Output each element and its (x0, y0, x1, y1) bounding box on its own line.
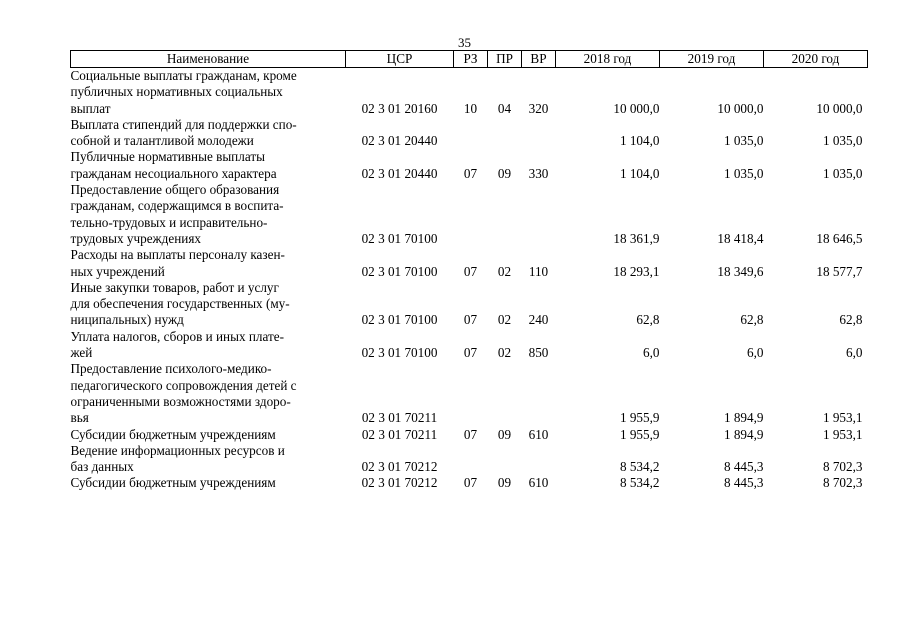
row-rz (454, 117, 488, 150)
row-csr: 02 3 01 70100 (361, 345, 438, 361)
row-vr: 850 (528, 345, 549, 361)
table-row (71, 247, 868, 280)
row-csr: 02 3 01 70100 (361, 263, 438, 279)
row-name: Ведение информационных ресурсов и баз данных (70, 442, 285, 475)
row-csr: 02 3 01 20440 (361, 133, 438, 149)
row-rz: 07 (463, 345, 478, 361)
row-pr: 09 (497, 475, 512, 491)
row-pr (488, 361, 522, 426)
row-2018: 18 361,9 (613, 230, 660, 246)
header-2019: 2019 год (660, 51, 764, 68)
row-2018: 18 293,1 (613, 263, 660, 279)
table-row (71, 361, 868, 426)
row-2019: 18 418,4 (717, 230, 764, 246)
table-row (71, 68, 868, 117)
row-vr: 610 (528, 426, 549, 442)
row-csr: 02 3 01 20440 (361, 165, 438, 181)
table-row (71, 182, 868, 247)
row-pr (488, 117, 522, 150)
row-rz (454, 361, 488, 426)
page-number: 35 (458, 35, 471, 50)
row-vr: 240 (528, 312, 549, 328)
budget-table (70, 50, 868, 492)
row-rz: 07 (463, 263, 478, 279)
table-row (71, 117, 868, 150)
row-vr (522, 117, 556, 150)
row-pr: 02 (497, 345, 512, 361)
row-2018: 6,0 (643, 345, 660, 361)
table-row (71, 475, 868, 491)
row-2019: 10 000,0 (717, 100, 764, 116)
row-rz (454, 182, 488, 247)
row-csr: 02 3 01 70100 (361, 312, 438, 328)
row-2019: 8 445,3 (723, 475, 764, 491)
row-rz (454, 443, 488, 476)
row-rz: 07 (463, 426, 478, 442)
row-2018: 62,8 (636, 312, 660, 328)
row-pr: 09 (497, 165, 512, 181)
row-vr (522, 182, 556, 247)
row-pr (488, 443, 522, 476)
header-name: Наименование (71, 51, 346, 68)
row-name: Иные закупки товаров, работ и услуг для обеспечения государственных (му- ниципальных) нужд (70, 279, 290, 328)
row-2019: 8 445,3 (723, 459, 764, 475)
row-2019: 1 894,9 (723, 426, 764, 442)
row-2019: 18 349,6 (717, 263, 764, 279)
header-rz: РЗ (454, 51, 488, 68)
row-2020: 10 000,0 (816, 100, 863, 116)
row-2018: 1 104,0 (619, 165, 660, 181)
row-pr: 02 (497, 263, 512, 279)
row-csr: 02 3 01 70211 (361, 410, 438, 426)
row-2019: 1 035,0 (723, 165, 764, 181)
row-2018: 1 955,9 (619, 426, 660, 442)
row-name: Выплата стипендий для поддержки спо- собной и талантливой молодежи (70, 116, 297, 149)
row-csr: 02 3 01 70212 (361, 459, 438, 475)
row-2019: 6,0 (747, 345, 764, 361)
header-2020: 2020 год (764, 51, 868, 68)
row-2018: 8 534,2 (619, 475, 660, 491)
row-vr: 320 (528, 100, 549, 116)
row-csr: 02 3 01 70100 (361, 230, 438, 246)
row-name: Расходы на выплаты персоналу казен- ных учреждений (70, 247, 285, 279)
row-vr: 330 (528, 165, 549, 181)
header-csr: ЦСР (346, 51, 454, 68)
row-2019: 1 035,0 (723, 133, 764, 149)
row-vr: 610 (528, 475, 549, 491)
row-2020: 62,8 (839, 312, 863, 328)
row-csr: 02 3 01 20160 (361, 100, 438, 116)
row-2020: 18 577,7 (816, 263, 863, 279)
row-2020: 8 702,3 (822, 475, 863, 491)
row-rz: 10 (463, 100, 478, 116)
row-name: Предоставление психолого-медико- педагогического сопровождения детей с ограниченными возможностями здоро- вья (70, 361, 297, 426)
row-pr: 04 (497, 100, 512, 116)
row-name: Субсидии бюджетным учреждениям (70, 426, 276, 442)
table-row (71, 280, 868, 329)
row-pr (488, 182, 522, 247)
header-row (71, 51, 868, 68)
row-2019: 1 894,9 (723, 410, 764, 426)
row-vr (522, 361, 556, 426)
row-vr (522, 443, 556, 476)
row-2018: 8 534,2 (619, 459, 660, 475)
row-csr: 02 3 01 70211 (361, 426, 438, 442)
row-name: Социальные выплаты гражданам, кроме публичных нормативных социальных выплат (70, 68, 297, 116)
row-2020: 6,0 (846, 345, 863, 361)
row-csr: 02 3 01 70212 (361, 475, 438, 491)
row-2020: 8 702,3 (822, 459, 863, 475)
row-2020: 18 646,5 (816, 230, 863, 246)
row-name: Предоставление общего образования гражданам, содержащимся в воспита- тельно-трудовых и исправительно- трудовых учреждениях (70, 182, 284, 246)
row-2020: 1 953,1 (822, 426, 863, 442)
header-pr: ПР (488, 51, 522, 68)
row-2020: 1 035,0 (822, 133, 863, 149)
row-name: Уплата налогов, сборов и иных плате- жей (70, 328, 285, 361)
row-2018: 1 104,0 (619, 133, 660, 149)
row-rz: 07 (463, 165, 478, 181)
row-name: Публичные нормативные выплаты гражданам несоциального характера (70, 149, 277, 181)
table-row (71, 443, 868, 476)
table-row (71, 427, 868, 443)
row-2019: 62,8 (740, 312, 764, 328)
table-header (71, 51, 868, 68)
row-vr: 110 (528, 263, 549, 279)
row-2020: 1 953,1 (822, 410, 863, 426)
row-name: Субсидии бюджетным учреждениям (70, 475, 276, 491)
row-rz: 07 (463, 312, 478, 328)
row-rz: 07 (463, 475, 478, 491)
row-pr: 09 (497, 426, 512, 442)
header-vr: ВР (522, 51, 556, 68)
row-2018: 1 955,9 (619, 410, 660, 426)
table-row (71, 149, 868, 182)
table-body (71, 68, 868, 492)
row-2018: 10 000,0 (613, 100, 660, 116)
row-2020: 1 035,0 (822, 165, 863, 181)
row-pr: 02 (497, 312, 512, 328)
table-row (71, 329, 868, 362)
header-2018: 2018 год (556, 51, 660, 68)
